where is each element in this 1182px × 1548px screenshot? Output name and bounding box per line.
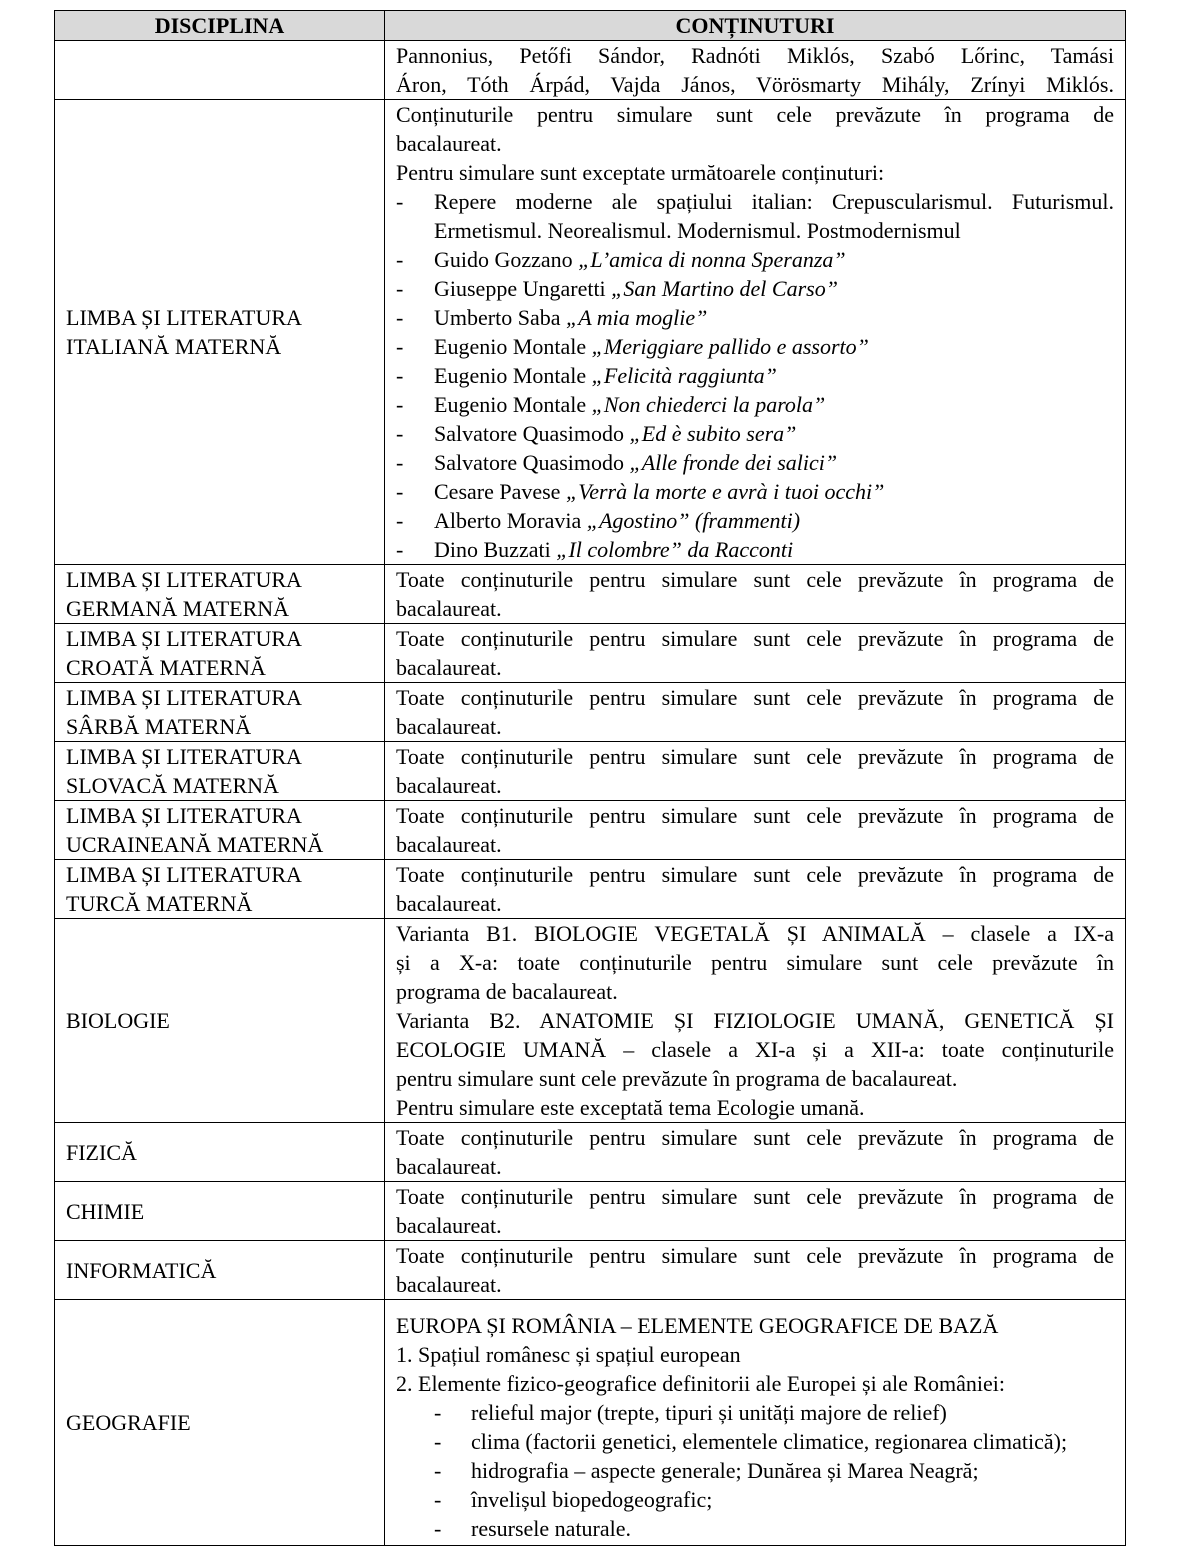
dash-bullet: -	[396, 276, 404, 301]
discipline-line: LIMBA ȘI LITERATURA	[66, 803, 302, 828]
dash-bullet: -	[396, 392, 404, 417]
contents-cell	[385, 860, 1126, 919]
text-line: Toate conținuturile pentru simulare sunt cele prevăzute în programa de	[396, 862, 1114, 887]
contents-cell	[385, 683, 1126, 742]
item-title: „L’amica di nonna Speranza”	[578, 247, 846, 272]
text-line: Conținuturile pentru simulare sunt cele prevăzute în programa de	[396, 102, 1114, 127]
discipline-line: SLOVACĂ MATERNĂ	[66, 773, 279, 798]
text-line: Toate conținuturile pentru simulare sunt cele prevăzute în programa de	[396, 1184, 1114, 1209]
list-item	[396, 477, 1114, 506]
list-item	[396, 274, 1114, 303]
dash-bullet: -	[396, 421, 404, 446]
text-line: Varianta B2. ANATOMIE ȘI FIZIOLOGIE UMANĂ, GENETICĂ ȘI	[396, 1008, 1114, 1033]
list-item	[396, 187, 1114, 245]
discipline-line: CROATĂ MATERNĂ	[66, 655, 266, 680]
item-author: Guido Gozzano	[434, 247, 579, 272]
dash-bullet: -	[434, 1486, 442, 1512]
item-text	[434, 361, 1114, 390]
discipline-line: GERMANĂ MATERNĂ	[66, 596, 290, 621]
contents-cell-geography	[385, 1300, 1126, 1546]
discipline-line: LIMBA ȘI LITERATURA	[66, 862, 302, 887]
table-row-biology	[55, 919, 1126, 1123]
text-line: Varianta B1. BIOLOGIE VEGETALĂ ȘI ANIMALĂ – clasele a IX-a	[396, 921, 1114, 946]
item-author: Salvatore Quasimodo	[434, 450, 630, 475]
item-text: clima (factorii genetici, elementele climatice, regionarea climatică);	[471, 1428, 1068, 1454]
item-text: resursele naturale.	[471, 1515, 632, 1541]
list-item	[396, 361, 1114, 390]
item-text: învelișul biopedogeografic;	[471, 1486, 713, 1512]
dash-bullet: -	[434, 1428, 442, 1454]
excluded-items-list	[396, 187, 1114, 564]
item-author: Salvatore Quasimodo	[434, 421, 630, 446]
discipline-cell	[55, 565, 385, 624]
item-text	[434, 390, 1114, 419]
item-title: „Non chiederci la parola”	[591, 392, 826, 417]
text-line: Toate conținuturile pentru simulare sunt cele prevăzute în programa de	[396, 626, 1114, 651]
item-text	[434, 274, 1114, 303]
item-text	[434, 506, 1114, 535]
item-author: Dino Buzzati	[434, 537, 557, 562]
contents-cell-hungarian	[385, 41, 1126, 100]
item-author: Eugenio Montale	[434, 392, 592, 417]
dash-bullet: -	[434, 1399, 442, 1425]
table-row-language	[55, 801, 1126, 860]
text-line: bacalaureat.	[396, 596, 502, 621]
dash-bullet: -	[396, 305, 404, 330]
item-text: relieful major (trepte, tipuri și unități majore de relief)	[471, 1399, 947, 1425]
text-line: bacalaureat.	[396, 773, 502, 798]
text-line: Pannonius, Petőfi Sándor, Radnóti Miklós, Szabó Lőrinc, Tamási	[396, 43, 1114, 68]
header-contents: CONȚINUTURI	[385, 11, 1126, 41]
geo-heading: EUROPA ȘI ROMÂNIA – ELEMENTE GEOGRAFICE DE BAZĂ	[396, 1312, 999, 1338]
list-item	[396, 506, 1114, 535]
text-line: Toate conținuturile pentru simulare sunt cele prevăzute în programa de	[396, 803, 1114, 828]
discipline-line: TURCĂ MATERNĂ	[66, 891, 253, 916]
item-author: Eugenio Montale	[434, 363, 592, 388]
item-title: „A mia moglie”	[565, 305, 708, 330]
list-item	[396, 303, 1114, 332]
table-header-row	[55, 11, 1126, 41]
dash-bullet: -	[434, 1515, 442, 1541]
item-text	[434, 187, 1114, 245]
text-line: bacalaureat.	[396, 714, 502, 739]
dash-bullet: -	[434, 1457, 442, 1483]
discipline-cell	[55, 624, 385, 683]
geo-subitems-list	[396, 1398, 1114, 1543]
dash-bullet: -	[396, 479, 404, 504]
text-line: ECOLOGIE UMANĂ – clasele a XI-a și a XII-a: toate conținuturile	[396, 1037, 1114, 1062]
discipline-cell: FIZICĂ	[55, 1123, 385, 1182]
table-row-language	[55, 860, 1126, 919]
item-text	[434, 448, 1114, 477]
discipline-cell	[55, 801, 385, 860]
text-line: bacalaureat.	[396, 1154, 502, 1179]
table-row-language	[55, 683, 1126, 742]
discipline-cell-italian	[55, 100, 385, 565]
discipline-cell	[55, 860, 385, 919]
text-line: Pentru simulare sunt exceptate următoarele conținuturi:	[396, 160, 885, 185]
contents-cell-italian	[385, 100, 1126, 565]
table-row-geography	[55, 1300, 1126, 1546]
table-row-language	[55, 565, 1126, 624]
text-line: bacalaureat.	[396, 891, 502, 916]
discipline-cell-geography: GEOGRAFIE	[55, 1300, 385, 1546]
text-line: și a X-a: toate conținuturile pentru simulare sunt cele prevăzute în	[396, 950, 1114, 975]
item-text: hidrografia – aspecte generale; Dunărea și Marea Neagră;	[471, 1457, 979, 1483]
item-text	[434, 303, 1114, 332]
contents-cell	[385, 742, 1126, 801]
item-title: „San Martino del Carso”	[611, 276, 838, 301]
table-row-subject	[55, 1123, 1126, 1182]
table-row-italian	[55, 100, 1126, 565]
item-title: „Agostino” (frammenti)	[586, 508, 801, 533]
table-row-language	[55, 742, 1126, 801]
list-item	[396, 1398, 1114, 1427]
item-author: Eugenio Montale	[434, 334, 592, 359]
list-item	[396, 1427, 1114, 1456]
discipline-line: LIMBA ȘI LITERATURA	[66, 626, 302, 651]
list-item	[396, 245, 1114, 274]
list-item	[396, 390, 1114, 419]
dash-bullet: -	[396, 537, 404, 562]
text-line: Áron, Tóth Árpád, Vajda János, Vörösmarty Mihály, Zrínyi Miklós.	[396, 72, 1114, 97]
text-line: Toate conținuturile pentru simulare sunt cele prevăzute în programa de	[396, 1125, 1114, 1150]
item-suffix: da Racconti	[681, 537, 794, 562]
text-line: Toate conținuturile pentru simulare sunt cele prevăzute în programa de	[396, 1243, 1114, 1268]
list-item	[396, 1485, 1114, 1514]
table-row-subject	[55, 1241, 1126, 1300]
dash-bullet: -	[396, 508, 404, 533]
contents-cell	[385, 1241, 1126, 1300]
discipline-cell	[55, 683, 385, 742]
discipline-line: LIMBA ȘI LITERATURA	[66, 567, 302, 592]
item-text	[434, 535, 1114, 564]
text-line: pentru simulare sunt cele prevăzute în programa de bacalaureat.	[396, 1066, 958, 1091]
item-text	[434, 245, 1114, 274]
text-line: programa de bacalaureat.	[396, 979, 618, 1004]
item-title: „Alle fronde dei salici”	[629, 450, 838, 475]
item-author: Umberto Saba	[434, 305, 566, 330]
item-title: „Meriggiare pallido e assorto”	[591, 334, 869, 359]
text-line: Pentru simulare este exceptată tema Ecologie umană.	[396, 1095, 865, 1120]
geo-point: 2. Elemente fizico-geografice definitorii ale Europei și ale României:	[396, 1370, 1006, 1396]
dash-bullet: -	[396, 189, 404, 214]
item-author: Giuseppe Ungaretti	[434, 276, 612, 301]
item-title: „Ed è subito sera”	[629, 421, 797, 446]
list-item	[396, 448, 1114, 477]
list-item	[396, 332, 1114, 361]
text-line: bacalaureat.	[396, 832, 502, 857]
text-line: bacalaureat.	[396, 131, 502, 156]
item-text	[434, 419, 1114, 448]
dash-bullet: -	[396, 363, 404, 388]
discipline-line: ITALIANĂ MATERNĂ	[66, 334, 282, 359]
list-item	[396, 1514, 1114, 1543]
geo-point: 1. Spațiul românesc și spațiul european	[396, 1341, 741, 1367]
discipline-line: LIMBA ȘI LITERATURA	[66, 305, 302, 330]
text-line: Toate conținuturile pentru simulare sunt cele prevăzute în programa de	[396, 685, 1114, 710]
list-item	[396, 1456, 1114, 1485]
item-text	[434, 477, 1114, 506]
dash-bullet: -	[396, 334, 404, 359]
discipline-line: SÂRBĂ MATERNĂ	[66, 714, 252, 739]
discipline-line: LIMBA ȘI LITERATURA	[66, 744, 302, 769]
list-item	[396, 535, 1114, 564]
contents-cell	[385, 801, 1126, 860]
contents-cell	[385, 1182, 1126, 1241]
item-title: „Verrà la morte e avrà i tuoi occhi”	[565, 479, 885, 504]
discipline-cell: CHIMIE	[55, 1182, 385, 1241]
discipline-cell	[55, 742, 385, 801]
discipline-cell-biology: BIOLOGIE	[55, 919, 385, 1123]
table-row-hungarian	[55, 41, 1126, 100]
contents-cell	[385, 1123, 1126, 1182]
curriculum-table	[54, 10, 1126, 1546]
text-line: bacalaureat.	[396, 1213, 502, 1238]
item-text	[434, 332, 1114, 361]
discipline-line: UCRAINEANĂ MATERNĂ	[66, 832, 324, 857]
text-line: bacalaureat.	[396, 655, 502, 680]
text-line: bacalaureat.	[396, 1272, 502, 1297]
item-title: „Il colombre”	[556, 537, 682, 562]
item-author: Alberto Moravia	[434, 508, 587, 533]
table-row-language	[55, 624, 1126, 683]
item-author: Repere moderne ale spațiului italian: Crepuscularismul. Futurismul. Ermetismul. Neorealismul. Modernismul. Postmodernismul	[434, 189, 1114, 243]
item-title: „Felicità raggiunta”	[591, 363, 777, 388]
contents-cell	[385, 565, 1126, 624]
discipline-cell: INFORMATICĂ	[55, 1241, 385, 1300]
header-discipline: DISCIPLINA	[55, 11, 385, 41]
list-item	[396, 419, 1114, 448]
table-row-subject	[55, 1182, 1126, 1241]
dash-bullet: -	[396, 247, 404, 272]
text-line: Toate conținuturile pentru simulare sunt cele prevăzute în programa de	[396, 567, 1114, 592]
item-author: Cesare Pavese	[434, 479, 566, 504]
contents-cell	[385, 624, 1126, 683]
discipline-line: LIMBA ȘI LITERATURA	[66, 685, 302, 710]
contents-cell-biology	[385, 919, 1126, 1123]
discipline-cell-empty	[55, 41, 385, 100]
text-line: Toate conținuturile pentru simulare sunt cele prevăzute în programa de	[396, 744, 1114, 769]
dash-bullet: -	[396, 450, 404, 475]
